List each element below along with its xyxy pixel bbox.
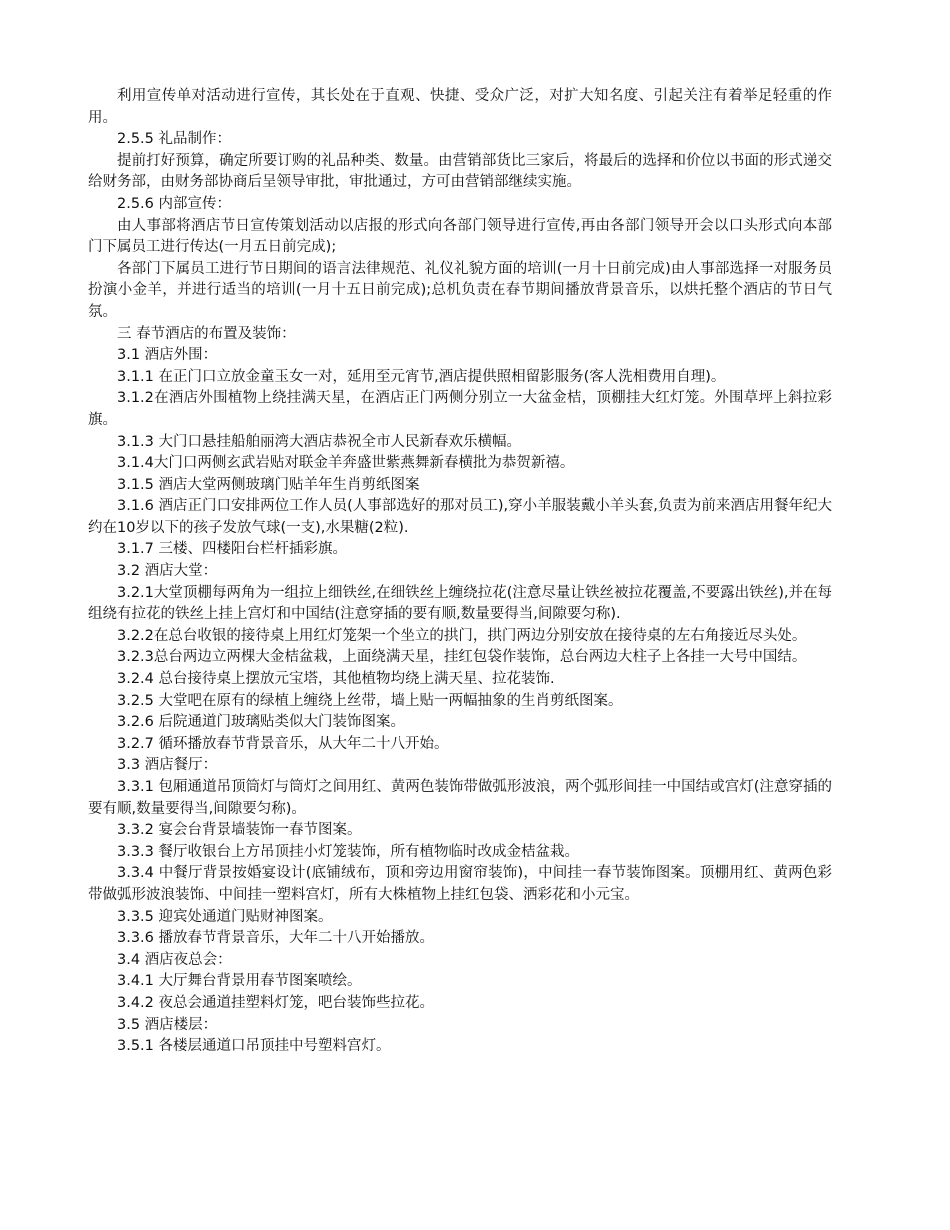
list-item: 3.1.3 大门口悬挂船舶丽湾大酒店恭祝全市人民新春欢乐横幅。 <box>117 433 522 450</box>
paragraph: 利用宣传单对活动进行宣传，其长处在于直观、快捷、受众广泛，对扩大知名度、引起关注有着举足轻重的作用。 <box>88 88 832 126</box>
section-heading: 3.2 酒店大堂： <box>117 563 218 580</box>
list-item: 3.1.4大门口两侧玄武岩贴对联金羊奔盛世紫燕舞新春横批为恭贺新禧。 <box>117 455 575 472</box>
list-item: 3.2.3总台两边立两棵大金桔盆栽，上面绕满天星，挂红包袋作装饰，总台两边大柱子上各挂一大号中国结。 <box>117 649 807 666</box>
list-item: 3.1.7 三楼、四楼阳台栏杆插彩旗。 <box>117 541 348 558</box>
section-heading: 3.1 酒店外围： <box>117 347 218 364</box>
list-item: 3.2.6 后院通道门玻璃贴类似大门装饰图案。 <box>117 714 406 731</box>
section-heading: 3.3 酒店餐厅： <box>117 757 218 774</box>
list-item: 3.2.7 循环播放春节背景音乐，从大年二十八开始。 <box>117 735 449 752</box>
list-item: 3.3.3 餐厅收银台上方吊顶挂小灯笼装饰，所有植物临时改成金桔盆栽。 <box>117 843 580 860</box>
list-item: 3.1.2在酒店外围植物上绕挂满天星，在酒店正门两侧分别立一大盆金桔，顶棚挂大红灯笼。外围草坪上斜拉彩旗。 <box>88 390 832 428</box>
chapter-heading: 三 春节酒店的布置及装饰： <box>117 325 296 342</box>
list-item: 3.2.1大堂顶棚每两角为一组拉上细铁丝,在细铁丝上缠绕拉花(注意尽量让铁丝被拉花覆盖,不要露出铁丝),并在每组绕有拉花的铁丝上挂上宫灯和中国结(注意穿插的要有顺,数量要得当,间隙要匀称). <box>88 584 832 623</box>
list-item: 3.2.2在总台收银的接待桌上用红灯笼架一个坐立的拱门，拱门两边分别安放在接待桌的左右角接近尽头处。 <box>117 627 807 644</box>
list-item: 3.1.5 酒店大堂两侧玻璃门贴羊年生肖剪纸图案 <box>117 476 420 493</box>
paragraph: 提前打好预算，确定所要订购的礼品种类、数量。由营销部货比三家后，将最后的选择和价位以书面的形式递交给财务部，由财务部协商后呈领导审批，审批通过，方可由营销部继续实施。 <box>88 152 832 191</box>
section-heading: 3.5 酒店楼层： <box>117 1016 218 1033</box>
section-heading: 3.4 酒店夜总会： <box>117 951 232 968</box>
list-item: 3.3.1 包厢通道吊顶筒灯与筒灯之间用红、黄两色装饰带做弧形波浪，两个弧形间挂一中国结或宫灯(注意穿插的要有顺,数量要得当,间隙要匀称)。 <box>88 779 832 817</box>
list-item: 3.3.2 宴会台背景墙装饰一春节图案。 <box>117 822 362 839</box>
list-item: 3.3.4 中餐厅背景按婚宴设计(底铺绒布，顶和旁边用窗帘装饰)，中间挂一春节装饰图案。顶棚用红、黄两色彩带做弧形波浪装饰、中间挂一塑料宫灯，所有大株植物上挂红包袋、洒彩花和小元宝。 <box>88 865 832 903</box>
list-item: 3.1.1 在正门口立放金童玉女一对，延用至元宵节,酒店提供照相留影服务(客人洗相费用自理)。 <box>117 368 726 385</box>
section-heading: 2.5.6 内部宣传： <box>117 195 232 212</box>
list-item: 3.2.5 大堂吧在原有的绿植上缠绕上丝带，墙上贴一两幅抽象的生肖剪纸图案。 <box>117 692 623 709</box>
section-heading: 2.5.5 礼品制作： <box>117 131 232 148</box>
list-item: 3.3.5 迎宾处通道门贴财神图案。 <box>117 908 333 925</box>
list-item: 3.5.1 各楼层通道口吊顶挂中号塑料宫灯。 <box>117 1038 391 1055</box>
list-item: 3.3.6 播放春节背景音乐，大年二十八开始播放。 <box>117 930 435 947</box>
paragraph: 由人事部将酒店节日宣传策划活动以店报的形式向各部门领导进行宣传,再由各部门领导开会以口头形式向本部门下属员工进行传达(一月五日前完成); <box>88 217 832 256</box>
list-item: 3.4.2 夜总会通道挂塑料灯笼，吧台装饰些拉花。 <box>117 994 435 1011</box>
list-item: 3.1.6 酒店正门口安排两位工作人员(人事部选好的那对员工),穿小羊服装戴小羊头套,负责为前来酒店用餐年纪大约在10岁以下的孩子发放气球(一支),水果糖(2粒). <box>88 498 832 536</box>
list-item: 3.4.1 大厅舞台背景用春节图案喷绘。 <box>117 973 362 990</box>
paragraph: 各部门下属员工进行节日期间的语言法律规范、礼仪礼貌方面的培训(一月十日前完成)由人事部选择一对服务员扮演小金羊，并进行适当的培训(一月十五日前完成);总机负责在春节期间播放背景音乐，以烘托整个酒店的节日气氛。 <box>88 260 832 320</box>
list-item: 3.2.4 总台接待桌上摆放元宝塔，其他植物均绕上满天星、拉花装饰. <box>117 671 555 688</box>
